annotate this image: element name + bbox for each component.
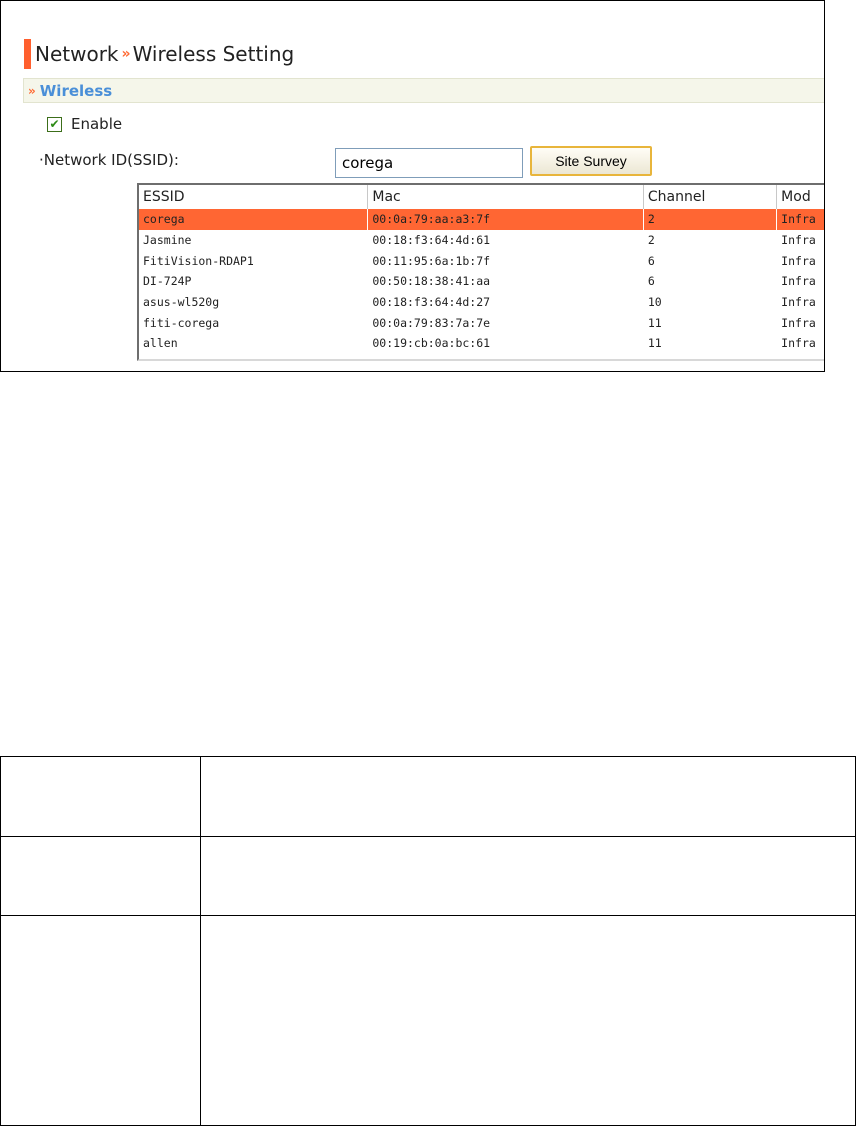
survey-cell: 00:0a:79:aa:a3:7f — [368, 209, 644, 230]
survey-cell: 00:18:f3:64:4d:27 — [368, 292, 644, 313]
survey-row[interactable] — [139, 250, 825, 271]
title-page: Wireless Setting — [132, 42, 295, 66]
survey-cell: 11 — [643, 333, 776, 354]
table-cell — [201, 916, 856, 1126]
enable-row — [47, 115, 122, 133]
survey-row[interactable] — [139, 312, 825, 333]
chevron-double-right-icon: » — [121, 46, 131, 62]
site-survey-list[interactable] — [137, 183, 825, 361]
table-row — [1, 757, 856, 837]
survey-cell: 00:50:18:38:41:aa — [368, 271, 644, 292]
survey-column-header[interactable]: Mod — [777, 185, 825, 209]
table-row — [1, 916, 856, 1126]
survey-column-header[interactable]: ESSID — [139, 185, 368, 209]
survey-cell: 00:18:f3:64:4d:61 — [368, 230, 644, 251]
survey-cell: allen — [139, 333, 368, 354]
survey-row[interactable] — [139, 333, 825, 354]
survey-cell: Infra — [777, 250, 825, 271]
site-survey-button[interactable]: Site Survey — [530, 146, 652, 176]
survey-row[interactable] — [139, 271, 825, 292]
table-cell — [1, 837, 201, 916]
wireless-section-header — [23, 78, 825, 103]
survey-row[interactable] — [139, 292, 825, 313]
table-cell — [201, 757, 856, 837]
survey-column-header[interactable]: Mac — [368, 185, 644, 209]
survey-cell: 00:19:cb:0a:bc:61 — [368, 333, 644, 354]
survey-cell: fiti-corega — [139, 312, 368, 333]
survey-cell: 2 — [643, 209, 776, 230]
survey-cell: 10 — [643, 292, 776, 313]
enable-checkbox[interactable] — [47, 117, 62, 132]
chevron-double-right-icon: » — [28, 83, 36, 98]
enable-label: Enable — [71, 115, 123, 133]
survey-cell: asus-wl520g — [139, 292, 368, 313]
table-cell — [201, 837, 856, 916]
table-cell — [1, 757, 201, 837]
survey-cell: Jasmine — [139, 230, 368, 251]
survey-cell: Infra — [777, 230, 825, 251]
survey-header-row — [139, 185, 825, 209]
survey-cell: Infra — [777, 271, 825, 292]
table-cell — [1, 916, 201, 1126]
title-accent-bar — [24, 39, 31, 69]
survey-cell: 00:11:95:6a:1b:7f — [368, 250, 644, 271]
screenshot-frame — [0, 0, 825, 372]
survey-cell: DI-724P — [139, 271, 368, 292]
checkmark-icon: ✔ — [49, 117, 60, 131]
ssid-label: ·Network ID(SSID): — [39, 151, 179, 169]
survey-row[interactable] — [139, 209, 825, 230]
table-row — [1, 837, 856, 916]
survey-cell: Infra — [777, 312, 825, 333]
survey-cell: corega — [139, 209, 368, 230]
survey-cell: Infra — [777, 292, 825, 313]
survey-cell: 6 — [643, 250, 776, 271]
ssid-input[interactable] — [335, 148, 523, 178]
survey-cell: Infra — [777, 209, 825, 230]
wireless-section-title: Wireless — [39, 81, 113, 100]
survey-row[interactable] — [139, 230, 825, 251]
page-title — [24, 39, 294, 69]
survey-cell: 00:0a:79:83:7a:7e — [368, 312, 644, 333]
survey-cell: 11 — [643, 312, 776, 333]
title-section: Network — [35, 42, 119, 66]
survey-cell: 6 — [643, 271, 776, 292]
survey-cell: 2 — [643, 230, 776, 251]
survey-cell: Infra — [777, 333, 825, 354]
description-table — [0, 756, 856, 1126]
survey-cell: FitiVision-RDAP1 — [139, 250, 368, 271]
survey-column-header[interactable]: Channel — [643, 185, 776, 209]
